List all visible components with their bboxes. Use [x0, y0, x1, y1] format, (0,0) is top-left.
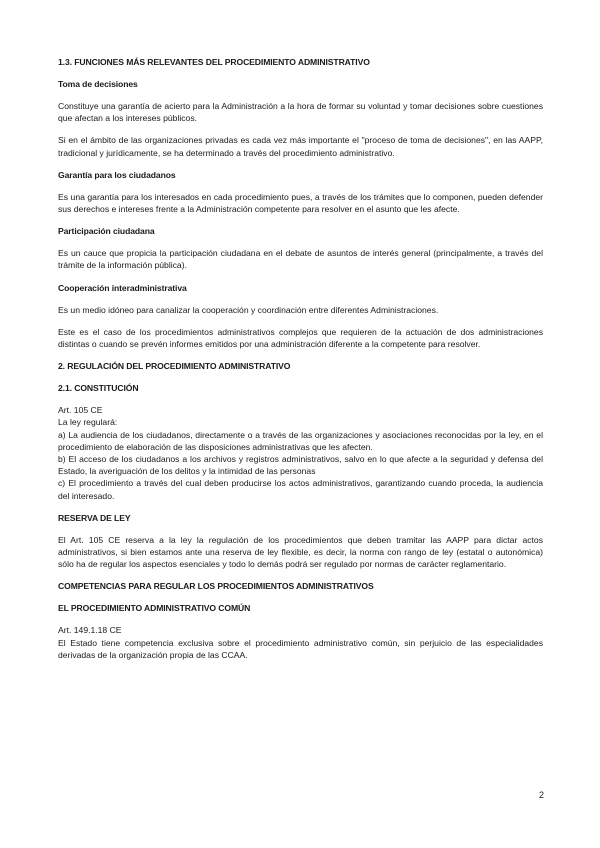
- paragraph-garantia-1: Es una garantía para los interesados en cada procedimiento pues, a través de los trámites que lo componen, pueden defender sus derechos e intereses frente a la Administración competente para resolver en el asunto que les afecte.: [58, 191, 543, 215]
- article-105-item-b: b) El acceso de los ciudadanos a los archivos y registros administrativos, salvo en lo que afecte a la seguridad y defensa del Estado, la averiguación de los delitos y la intimidad de las personas: [58, 454, 543, 477]
- heading-1-3: 1.3. FUNCIONES MÁS RELEVANTES DEL PROCEDIMIENTO ADMINISTRATIVO: [58, 57, 370, 67]
- article-149-block: [58, 624, 543, 661]
- subheading-garantia: Garantía para los ciudadanos: [58, 169, 176, 180]
- paragraph-toma-1: Constituye una garantía de acierto para la Administración a la hora de formar su voluntad y tomar decisiones sobre cuestiones que afectan a los intereses públicos.: [58, 101, 543, 124]
- document-page: [58, 56, 543, 671]
- article-149-ref: Art. 149.1.18 CE: [58, 625, 122, 636]
- article-105-item-a: a) La audiencia de los ciudadanos, directamente o a través de las organizaciones y asociaciones reconocidas por la ley, en el procedimiento de elaboración de las disposiciones administrativas que les afecten.: [58, 429, 543, 452]
- subheading-toma-de-decisiones: Toma de decisiones: [58, 79, 138, 89]
- heading-2: 2. REGULACIÓN DEL PROCEDIMIENTO ADMINISTRATIVO: [58, 361, 291, 372]
- article-105-block: [58, 404, 543, 502]
- paragraph-participacion-1: Es un cauce que propicia la participación ciudadana en el debate de asuntos de interés general (principalmente, a través del trámite de la información pública).: [58, 248, 543, 271]
- article-105-item-c: c) El procedimiento a través del cual deben producirse los actos administrativos, garantizando cuando proceda, la audiencia del interesado.: [58, 478, 543, 501]
- page-number: 2: [538, 790, 544, 800]
- article-105-intro: La ley regulará:: [58, 417, 118, 428]
- subheading-cooperacion: Cooperación interadministrativa: [58, 282, 187, 293]
- article-149-text: El Estado tiene competencia exclusiva sobre el procedimiento administrativo común, sin perjuicio de las especialidades derivadas de la organización propia de las CCAA.: [58, 637, 543, 660]
- heading-procedimiento-comun: EL PROCEDIMIENTO ADMINISTRATIVO COMÚN: [58, 603, 251, 614]
- paragraph-toma-2: Si en el ámbito de las organizaciones privadas es cada vez más importante el "proceso de toma de decisiones", en las AAPP, tradicional y jurídicamente, se ha determinado a través del procedimiento administrativo.: [58, 135, 543, 158]
- heading-competencias: COMPETENCIAS PARA REGULAR LOS PROCEDIMIENTOS ADMINISTRATIVOS: [58, 581, 374, 592]
- subheading-participacion: Participación ciudadana: [58, 226, 155, 237]
- article-105-ref: Art. 105 CE: [58, 405, 103, 416]
- paragraph-cooperacion-2: Este es el caso de los procedimientos administrativos complejos que requieren de la actuación de dos administraciones distintas o cuando se prevén informes emitidos por una administración diferente a la competente para resolver.: [58, 326, 543, 350]
- heading-2-1: 2.1. CONSTITUCIÓN: [58, 383, 139, 394]
- paragraph-reserva-1: El Art. 105 CE reserva a la ley la regulación de los procedimientos que deben tramitar las AAPP para dictar actos administrativos, si bien estamos ante una reserva de ley flexible, es decir, la norma con rango de ley (estatal o autonómica) sólo ha de regular los aspectos esenciales y todo lo demás podrá ser regulado por normas de carácter reglamentario.: [58, 534, 543, 570]
- heading-reserva-de-ley: RESERVA DE LEY: [58, 512, 131, 523]
- paragraph-cooperacion-1: Es un medio idóneo para canalizar la cooperación y coordinación entre diferentes Administraciones.: [58, 304, 439, 315]
